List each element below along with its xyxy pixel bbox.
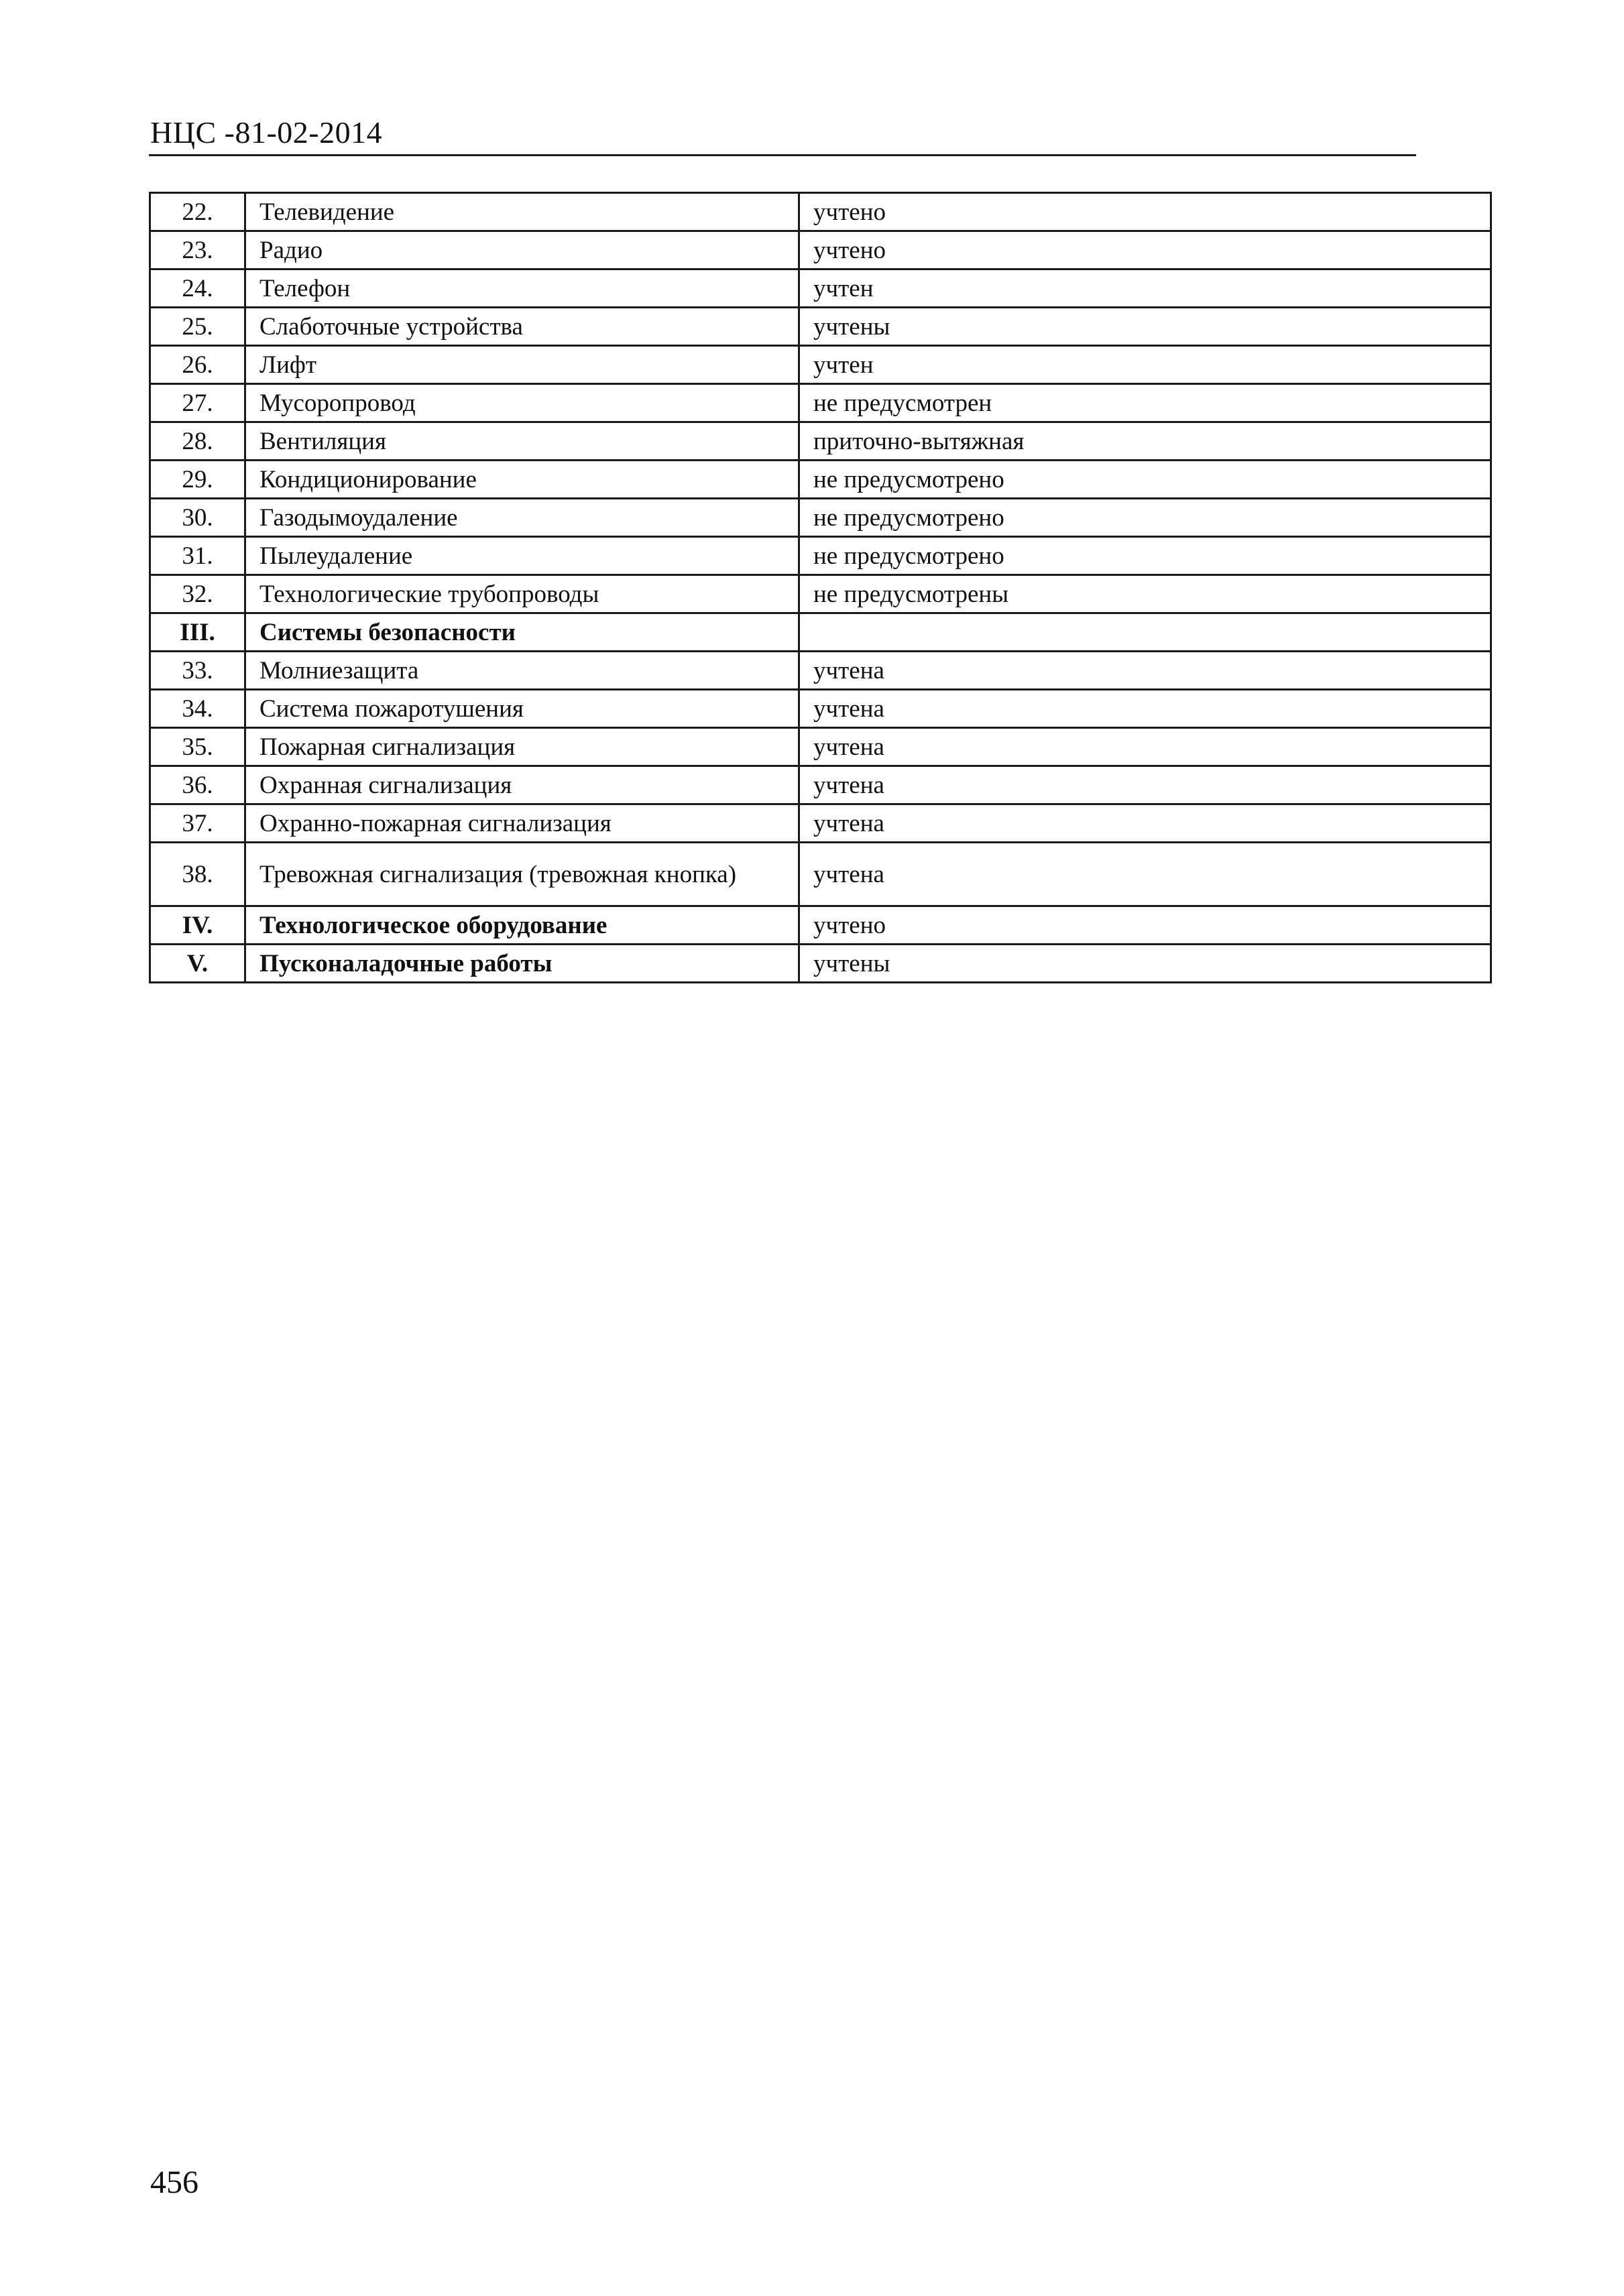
row-number: 25.: [150, 308, 245, 346]
row-name: Пожарная сигнализация: [245, 728, 799, 766]
row-number: 24.: [150, 269, 245, 308]
section-name: Пусконаладочные работы: [245, 945, 799, 983]
row-name: Телефон: [245, 269, 799, 308]
table-row: [150, 843, 1491, 906]
row-value: учтен: [799, 269, 1491, 308]
row-number: 38.: [150, 843, 245, 906]
row-name: Вентиляция: [245, 422, 799, 461]
row-value: учтена: [799, 728, 1491, 766]
row-name: Кондиционирование: [245, 461, 799, 499]
section-name: Технологическое оборудование: [245, 906, 799, 945]
row-name: Телевидение: [245, 193, 799, 231]
row-value: учтено: [799, 193, 1491, 231]
row-value: не предусмотрено: [799, 537, 1491, 575]
row-number: 22.: [150, 193, 245, 231]
page-number: 456: [150, 2165, 198, 2200]
row-name: Слаботочные устройства: [245, 308, 799, 346]
row-number: 32.: [150, 575, 245, 613]
page-header: [149, 107, 1416, 156]
row-number: 29.: [150, 461, 245, 499]
row-number: 27.: [150, 384, 245, 422]
row-name: Молниезащита: [245, 652, 799, 690]
section-row: [150, 945, 1491, 983]
document-code: НЦС -81-02-2014: [150, 115, 383, 149]
row-value: учтена: [799, 652, 1491, 690]
row-number: 26.: [150, 346, 245, 384]
row-value: учтены: [799, 308, 1491, 346]
row-value: не предусмотрено: [799, 461, 1491, 499]
row-number: 28.: [150, 422, 245, 461]
row-number: 37.: [150, 804, 245, 843]
row-name: Мусоропровод: [245, 384, 799, 422]
row-number: 35.: [150, 728, 245, 766]
specification-table: [149, 192, 1492, 983]
section-name: Системы безопасности: [245, 613, 799, 652]
table-row: [150, 461, 1491, 499]
table-row: [150, 804, 1491, 843]
row-value: учтена: [799, 804, 1491, 843]
row-number: 36.: [150, 766, 245, 804]
row-name: Охранно-пожарная сигнализация: [245, 804, 799, 843]
row-name: Пылеудаление: [245, 537, 799, 575]
row-name: Лифт: [245, 346, 799, 384]
row-number: 31.: [150, 537, 245, 575]
row-value: учтена: [799, 690, 1491, 728]
row-name: Тревожная сигнализация (тревожная кнопка): [245, 843, 799, 906]
table-row: [150, 384, 1491, 422]
table-row: [150, 499, 1491, 537]
table-row: [150, 766, 1491, 804]
row-value: учтена: [799, 843, 1491, 906]
section-value: учтено: [799, 906, 1491, 945]
row-value: не предусмотрено: [799, 499, 1491, 537]
table-row: [150, 690, 1491, 728]
table-row: [150, 308, 1491, 346]
section-number: V.: [150, 945, 245, 983]
table-row: [150, 346, 1491, 384]
row-name: Технологические трубопроводы: [245, 575, 799, 613]
section-value: [799, 613, 1491, 652]
section-row: [150, 906, 1491, 945]
row-value: учтен: [799, 346, 1491, 384]
section-row: [150, 613, 1491, 652]
row-value: учтена: [799, 766, 1491, 804]
row-number: 30.: [150, 499, 245, 537]
row-number: 23.: [150, 231, 245, 269]
table-row: [150, 537, 1491, 575]
row-value: приточно-вытяжная: [799, 422, 1491, 461]
table-row: [150, 728, 1491, 766]
row-name: Система пожаротушения: [245, 690, 799, 728]
section-number: III.: [150, 613, 245, 652]
row-value: не предусмотрены: [799, 575, 1491, 613]
row-number: 34.: [150, 690, 245, 728]
row-name: Охранная сигнализация: [245, 766, 799, 804]
row-name: Газодымоудаление: [245, 499, 799, 537]
row-value: учтено: [799, 231, 1491, 269]
table-row: [150, 269, 1491, 308]
table-row: [150, 575, 1491, 613]
table-row: [150, 231, 1491, 269]
section-value: учтены: [799, 945, 1491, 983]
row-name: Радио: [245, 231, 799, 269]
table-row: [150, 652, 1491, 690]
specification-table-body: [150, 193, 1491, 983]
row-value: не предусмотрен: [799, 384, 1491, 422]
row-number: 33.: [150, 652, 245, 690]
table-row: [150, 422, 1491, 461]
section-number: IV.: [150, 906, 245, 945]
table-row: [150, 193, 1491, 231]
